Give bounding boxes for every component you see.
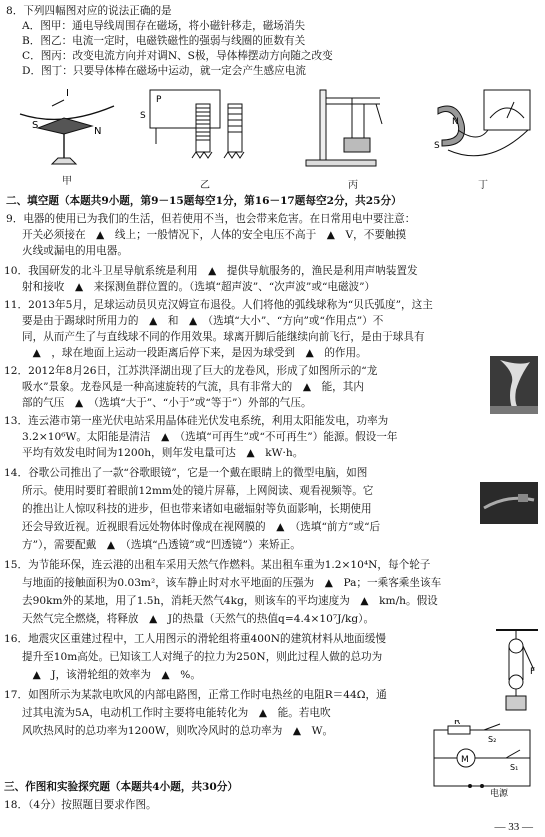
q8-option-d: D．图丁：只要导体棒在磁场中运动，就一定会产生感应电流 <box>22 65 306 77</box>
svg-text:P: P <box>156 95 162 105</box>
figure-yi <box>136 84 256 174</box>
google-glass-photo <box>480 482 538 524</box>
svg-text:F: F <box>530 667 536 677</box>
q8-option-b: B．图乙：电流一定时，电磁铁磁性的强弱与线圈的匝数有关 <box>22 35 306 47</box>
q17-line3: 风吹热风时的总功率为1200W，则吹冷风时的总功率为 ▲ W。 <box>22 725 334 737</box>
q9-line2: 开关必须接在 ▲ 线上；一般情况下，人体的安全电压不高于 ▲ V，不要触摸 <box>22 229 407 241</box>
pulley-figure <box>494 626 540 716</box>
page-number: — 33 — <box>494 821 533 833</box>
caption-yi: 乙 <box>200 180 210 191</box>
q14-line4: 还会导致近视。近视眼看远处物体时像成在视网膜的 ▲ （选填“前方”或“后 <box>22 521 381 533</box>
q16-line2: 提升至10m高处。已知该工人对绳子的拉力为250N，则此过程人做的总功为 <box>22 651 383 663</box>
q8-option-a: A．图甲：通电导线周围存在磁场，将小磁针移走，磁场消失 <box>22 20 306 32</box>
label-current-i: I <box>66 88 69 99</box>
q11-line2: 要是由于踢球时所用力的 ▲ 和 ▲ （选填“大小”、“方向”或“作用点”）不 <box>22 315 384 327</box>
q11-line1: 11．2013年5月，足球运动员贝克汉姆宣布退役。人们将他的弧线球称为“贝氏弧度”，这主 <box>4 299 433 311</box>
svg-text:S₁: S₁ <box>510 763 519 772</box>
section-3-heading: 三、作图和实验探究题（本题共4小题，共30分） <box>4 781 238 793</box>
q10-line1: 10．我国研发的北斗卫星导航系统是利用 ▲ 提供导航服务的，渔民是利用声呐装置发 <box>4 265 418 277</box>
svg-text:S: S <box>434 141 440 151</box>
tornado-photo <box>490 356 538 414</box>
svg-text:S₂: S₂ <box>488 735 497 744</box>
q14-line5: 方”），需要配戴 ▲ （选填“凸透镜”或“凹透镜”）来矫正。 <box>22 539 301 551</box>
figure-bing <box>290 84 390 174</box>
label-power: 电源 <box>490 789 509 799</box>
q13-line3: 平均有效发电时间为1200h，则年发电量可达 ▲ kW·h。 <box>22 447 304 459</box>
figure-ding <box>418 84 536 174</box>
q12-line3: 部的气压 ▲ （选填“大于”、“小于”或“等于”）外部的气压。 <box>22 397 312 409</box>
q9-line1: 9．电器的使用已为我们的生活，但若使用不当，也会带来危害。在日常用电中要注意： <box>6 213 416 225</box>
section-2-heading: 二、填空题（本题共9小题，第9－15题每空1分，第16－17题每空2分，共25分） <box>6 195 402 207</box>
q9-line3: 火线或漏电的用电器。 <box>22 245 128 257</box>
figure-jia <box>12 84 122 168</box>
hairdryer-circuit <box>426 720 538 800</box>
caption-bing: 丙 <box>348 180 358 191</box>
svg-text:N: N <box>94 126 102 137</box>
q16-line1: 16．地震灾区重建过程中，工人用图示的滑轮组将重400N的建筑材料从地面缓慢 <box>4 633 386 645</box>
svg-text:S: S <box>140 111 146 121</box>
caption-ding: 丁 <box>478 180 488 191</box>
q8-stem: 8．下列四幅图对应的说法正确的是 <box>6 5 172 17</box>
q14-line2: 所示。使用时要盯着眼前12mm处的镜片屏幕，上网阅读、观看视频等。它 <box>22 485 374 497</box>
q17-line2: 过其电流为5A，电动机工作时主要将电能转化为 ▲ 能。若电吹 <box>22 707 331 719</box>
q11-line4: ▲ ，球在地面上运动一段距离后停下来，是因为球受到 ▲ 的作用。 <box>22 347 367 359</box>
q13-line2: 3.2×10⁶W。太阳能是清洁 ▲ （选填“可再生”或“不可再生”）能源。假设一年 <box>22 431 398 443</box>
q13-line1: 13．连云港市第一座光伏电站采用晶体硅光伏发电系统，利用太阳能发电，功率为 <box>4 415 389 427</box>
caption-jia: 甲 <box>62 176 72 187</box>
label-resistor-r: R <box>454 720 461 727</box>
svg-text:N: N <box>452 117 459 127</box>
q14-line1: 14．谷歌公司推出了一款“谷歌眼镜”，它是一个戴在眼睛上的微型电脑，如图 <box>4 467 368 479</box>
q15-line4: 天然气完全燃烧，将释放 ▲ J的热量（天然气的热值q=4.4×10⁷J/kg）。 <box>22 613 375 625</box>
q17-line1: 17．如图所示为某款电吹风的内部电路图，正常工作时电热丝的电阻R＝44Ω，通 <box>4 689 387 701</box>
q15-line2: 与地面的接触面积为0.03m²，该车静止时对水平地面的压强为 ▲ Pa；一乘客乘坐该车 <box>22 577 442 589</box>
svg-text:S: S <box>32 120 39 131</box>
q12-line2: 吸水”景象。龙卷风是一种高速旋转的气流，具有非常大的 ▲ 能，其内 <box>22 381 364 393</box>
q11-line3: 同，从而产生了与直线球不同的作用效果。球离开脚后能继续向前飞行，是由于球具有 <box>22 331 425 343</box>
q16-line3: ▲ J，该滑轮组的效率为 ▲ %。 <box>22 669 201 681</box>
q14-line3: 的推出让人惊叹科技的进步，但也带来诸如电磁辐射等负面影响，长期使用 <box>22 503 372 515</box>
q15-line1: 15．为节能环保，连云港的出租车采用天然气作燃料。某出租车重为1.2×10⁴N，每个轮子 <box>4 559 431 571</box>
label-motor-m: M <box>461 755 469 765</box>
q15-line3: 去90km外的某地，用了1.5h，消耗天然气4kg，则该车的平均速度为 ▲ km/h。假设 <box>22 595 438 607</box>
q8-option-c: C．图丙：改变电流方向并对调N、S极，导体棒摆动方向随之改变 <box>22 50 333 62</box>
q10-line2: 射和接收 ▲ 来探测鱼群位置的。（选填“超声波”、“次声波”或“电磁波”） <box>22 281 376 293</box>
q18-line1: 18．（4分）按照题目要求作图。 <box>4 799 157 811</box>
q12-line1: 12．2012年8月26日，江苏洪泽湖出现了巨大的龙卷风，形成了如图所示的“龙 <box>4 365 378 377</box>
